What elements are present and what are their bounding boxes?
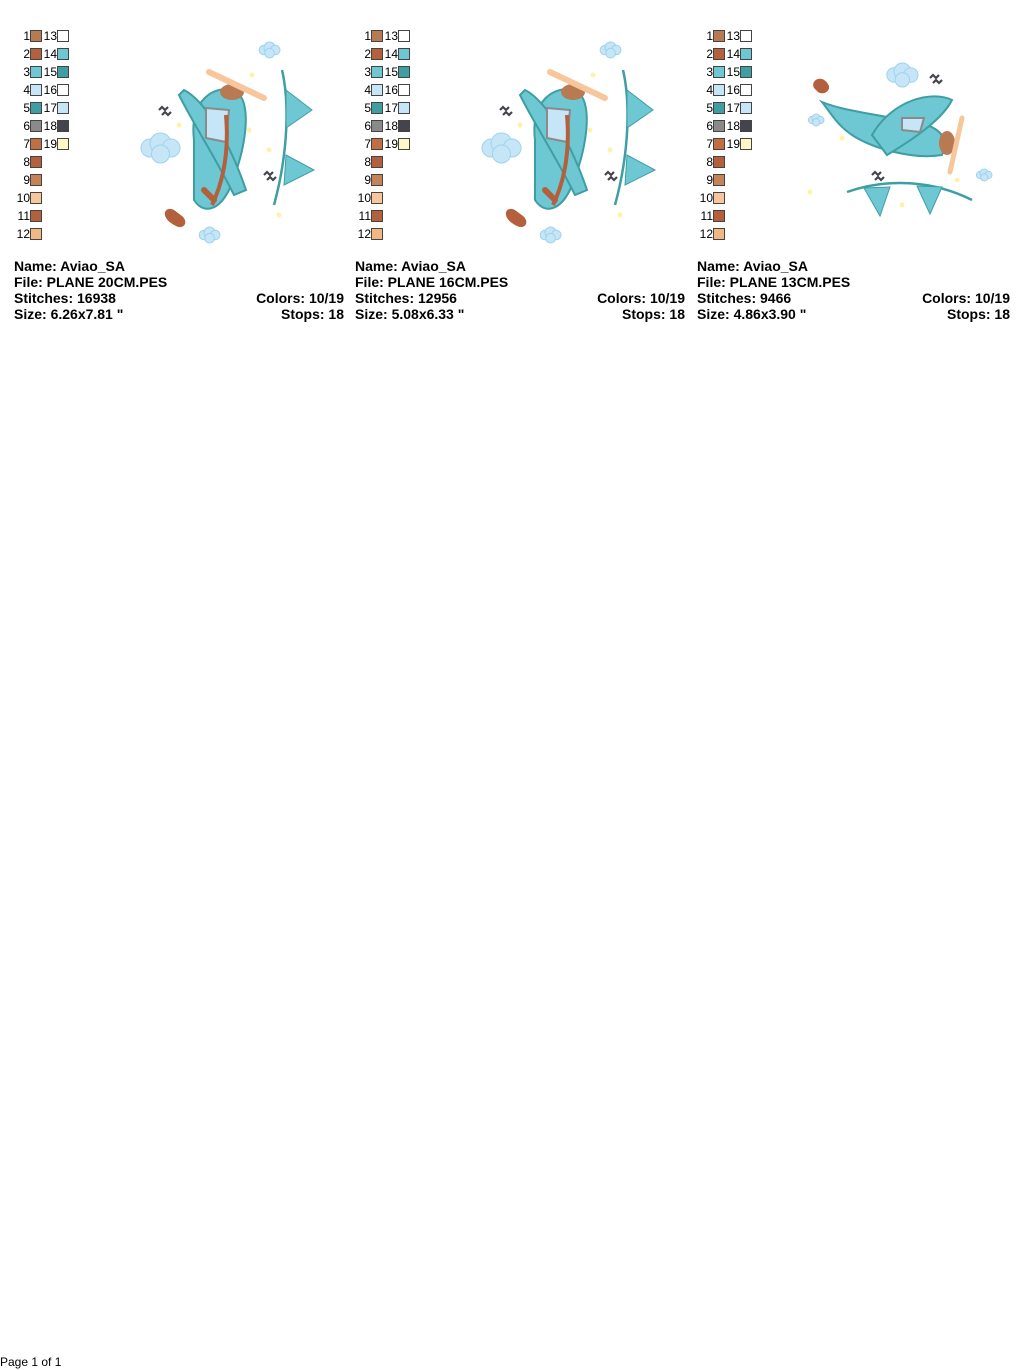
star-dot bbox=[177, 123, 182, 128]
color-swatch-17: 17 bbox=[383, 99, 410, 117]
color-swatch-8: 8 bbox=[697, 153, 725, 171]
color-swatch-15: 15 bbox=[42, 63, 69, 81]
color-swatch-19: 19 bbox=[725, 135, 752, 153]
star-dot bbox=[250, 73, 255, 78]
design-info bbox=[355, 258, 685, 322]
stitch-count: Stitches: 16938 bbox=[14, 290, 116, 306]
stop-count: Stops: 18 bbox=[621, 306, 685, 322]
color-count: Colors: 10/19 bbox=[256, 290, 344, 306]
color-swatch-4: 4 bbox=[697, 81, 725, 99]
color-swatch-16: 16 bbox=[725, 81, 752, 99]
cloud-icon bbox=[259, 42, 280, 58]
cloud-icon bbox=[808, 114, 824, 126]
bird-icon bbox=[930, 75, 942, 83]
color-swatch-10: 10 bbox=[697, 189, 725, 207]
stop-count: Stops: 18 bbox=[280, 306, 344, 322]
color-swatch-5: 5 bbox=[697, 99, 725, 117]
bunting-flag bbox=[627, 90, 653, 128]
color-swatch-13: 13 bbox=[383, 27, 410, 45]
bird-icon bbox=[872, 172, 884, 180]
cloud-icon bbox=[887, 63, 918, 87]
stitch-count: Stitches: 9466 bbox=[697, 290, 792, 306]
color-swatch-16: 16 bbox=[42, 81, 69, 99]
color-swatch-8: 8 bbox=[14, 153, 42, 171]
bunting-flag bbox=[286, 90, 312, 128]
color-swatch-15: 15 bbox=[725, 63, 752, 81]
color-swatch-1: 1 bbox=[14, 27, 42, 45]
cloud-icon bbox=[976, 169, 992, 181]
star-dot bbox=[900, 203, 905, 208]
color-swatch-15: 15 bbox=[383, 63, 410, 81]
star-dot bbox=[591, 73, 596, 78]
bunting-flag bbox=[917, 186, 942, 214]
color-swatch-1: 1 bbox=[355, 27, 383, 45]
color-swatch-19: 19 bbox=[42, 135, 69, 153]
color-swatch-14: 14 bbox=[42, 45, 69, 63]
bird-icon bbox=[605, 172, 617, 180]
color-swatch-2: 2 bbox=[14, 45, 42, 63]
star-dot bbox=[267, 148, 272, 153]
star-dot bbox=[247, 128, 252, 133]
embroidery-preview-image bbox=[802, 30, 1002, 250]
card-2 bbox=[355, 0, 685, 330]
color-swatch-2: 2 bbox=[697, 45, 725, 63]
design-size: Size: 5.08x6.33 " bbox=[355, 306, 465, 322]
star-dot bbox=[608, 148, 613, 153]
color-swatch-9: 9 bbox=[355, 171, 383, 189]
page-footer: Page 1 of 1 bbox=[0, 1355, 62, 1369]
color-swatch-12: 12 bbox=[14, 225, 42, 243]
color-swatch-5: 5 bbox=[14, 99, 42, 117]
color-swatch-12: 12 bbox=[697, 225, 725, 243]
color-swatch-6: 6 bbox=[355, 117, 383, 135]
bird-icon bbox=[264, 172, 276, 180]
design-size: Size: 4.86x3.90 " bbox=[697, 306, 807, 322]
color-swatch-9: 9 bbox=[697, 171, 725, 189]
star-dot bbox=[840, 136, 845, 141]
color-swatch-4: 4 bbox=[14, 81, 42, 99]
plane-tail bbox=[165, 209, 185, 227]
color-swatch-1: 1 bbox=[697, 27, 725, 45]
embroidery-preview-image bbox=[475, 30, 675, 250]
cloud-icon bbox=[482, 133, 521, 163]
color-swatch-3: 3 bbox=[355, 63, 383, 81]
color-swatch-13: 13 bbox=[42, 27, 69, 45]
design-name: Name: Aviao_SA bbox=[697, 258, 809, 274]
plane-tail bbox=[506, 209, 526, 227]
color-swatch-7: 7 bbox=[14, 135, 42, 153]
color-count: Colors: 10/19 bbox=[597, 290, 685, 306]
cloud-icon bbox=[540, 227, 561, 243]
bunting-flag bbox=[864, 187, 890, 216]
design-size: Size: 6.26x7.81 " bbox=[14, 306, 124, 322]
embroidery-preview-image bbox=[134, 30, 334, 250]
color-swatch-3: 3 bbox=[14, 63, 42, 81]
bunting-flag bbox=[625, 155, 655, 185]
star-dot bbox=[808, 190, 813, 195]
design-info bbox=[14, 258, 344, 322]
plane-tail bbox=[813, 79, 829, 94]
color-swatch-13: 13 bbox=[725, 27, 752, 45]
color-swatch-16: 16 bbox=[383, 81, 410, 99]
design-file: File: PLANE 13CM.PES bbox=[697, 274, 851, 290]
card-3 bbox=[697, 0, 1010, 330]
bird-icon bbox=[500, 107, 512, 115]
color-swatch-9: 9 bbox=[14, 171, 42, 189]
color-swatch-10: 10 bbox=[14, 189, 42, 207]
design-name: Name: Aviao_SA bbox=[14, 258, 126, 274]
color-count: Colors: 10/19 bbox=[922, 290, 1010, 306]
color-swatch-19: 19 bbox=[383, 135, 410, 153]
color-swatch-18: 18 bbox=[383, 117, 410, 135]
cloud-icon bbox=[600, 42, 621, 58]
star-dot bbox=[955, 178, 960, 183]
color-swatch-10: 10 bbox=[355, 189, 383, 207]
star-dot bbox=[277, 213, 282, 218]
color-swatch-5: 5 bbox=[355, 99, 383, 117]
color-swatch-6: 6 bbox=[697, 117, 725, 135]
stitch-count: Stitches: 12956 bbox=[355, 290, 457, 306]
design-file: File: PLANE 16CM.PES bbox=[355, 274, 509, 290]
design-name: Name: Aviao_SA bbox=[355, 258, 467, 274]
color-swatch-3: 3 bbox=[697, 63, 725, 81]
color-swatch-17: 17 bbox=[725, 99, 752, 117]
bunting-flag bbox=[284, 155, 314, 185]
color-swatch-6: 6 bbox=[14, 117, 42, 135]
bird-icon bbox=[159, 107, 171, 115]
design-file: File: PLANE 20CM.PES bbox=[14, 274, 168, 290]
color-swatch-17: 17 bbox=[42, 99, 69, 117]
star-dot bbox=[518, 123, 523, 128]
cloud-icon bbox=[199, 227, 220, 243]
design-info bbox=[697, 258, 1010, 322]
color-swatch-11: 11 bbox=[697, 207, 725, 225]
color-swatch-7: 7 bbox=[697, 135, 725, 153]
cloud-icon bbox=[141, 133, 180, 163]
star-dot bbox=[618, 213, 623, 218]
color-swatch-18: 18 bbox=[725, 117, 752, 135]
color-swatch-11: 11 bbox=[355, 207, 383, 225]
color-swatch-8: 8 bbox=[355, 153, 383, 171]
color-swatch-18: 18 bbox=[42, 117, 69, 135]
color-swatch-11: 11 bbox=[14, 207, 42, 225]
color-swatch-4: 4 bbox=[355, 81, 383, 99]
color-swatch-12: 12 bbox=[355, 225, 383, 243]
color-swatch-7: 7 bbox=[355, 135, 383, 153]
plane-cockpit bbox=[902, 118, 924, 132]
color-swatch-2: 2 bbox=[355, 45, 383, 63]
color-swatch-14: 14 bbox=[725, 45, 752, 63]
color-swatch-14: 14 bbox=[383, 45, 410, 63]
card-1 bbox=[14, 0, 344, 330]
star-dot bbox=[588, 128, 593, 133]
stop-count: Stops: 18 bbox=[946, 306, 1010, 322]
